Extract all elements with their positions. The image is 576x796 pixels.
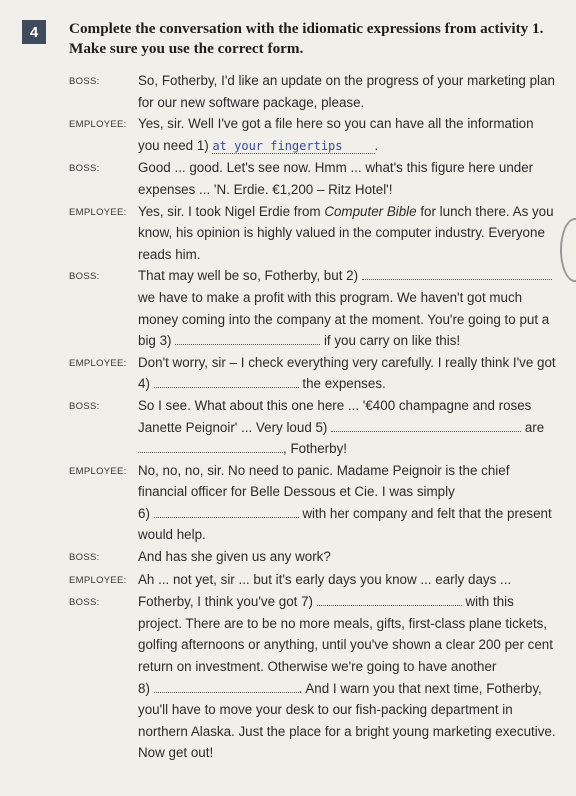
speech-segment: That may well be so, Fotherby, but 2) bbox=[138, 268, 362, 284]
speech-segment: , Fotherby! bbox=[283, 441, 348, 457]
speech-text bbox=[138, 352, 558, 395]
speech-segment: have to make a profit with this program. We haven't got much money coming into the company at the moment. You're going to put a big 3) bbox=[138, 289, 550, 349]
dialogue-turn bbox=[0, 113, 576, 157]
answer-blank-6[interactable] bbox=[154, 503, 299, 518]
dialogue-turn bbox=[0, 352, 576, 395]
speaker-label: BOSS: bbox=[69, 76, 100, 87]
speech-text bbox=[138, 395, 558, 460]
dialogue-turn bbox=[0, 569, 576, 592]
speech-segment: Yes, sir. I took Nigel Erdie from bbox=[138, 203, 325, 219]
speech-segment: Don't worry, sir – I check everything very carefully. I really think I've got 4) bbox=[138, 354, 556, 392]
dialogue-turn bbox=[0, 157, 576, 200]
speech-segment: are bbox=[524, 419, 545, 435]
speech-segment: if you carry on like this! bbox=[320, 333, 461, 349]
speech-segment: 8) bbox=[138, 680, 154, 696]
dialogue-turn bbox=[0, 546, 576, 569]
dialogue-turn bbox=[0, 265, 576, 351]
publication-title: Computer Bible bbox=[324, 203, 417, 219]
speech-segment: . bbox=[374, 137, 379, 153]
answer-blank-4[interactable] bbox=[154, 373, 299, 388]
dialogue bbox=[0, 70, 576, 764]
speech-segment: for lunch there. As you know, his opinion is highly valued in the computer industry. Everyone reads him. bbox=[138, 203, 554, 262]
speech-text: So, Fotherby, I'd like an update on the progress of your marketing plan for our new software package, please. bbox=[138, 73, 555, 110]
speech-segment: Yes, sir. Well I've got a file here so you can have all the information you need 1) bbox=[138, 116, 534, 153]
dialogue-turn bbox=[0, 395, 576, 460]
speech-segment: with her company and felt that the present would help. bbox=[138, 505, 552, 543]
speaker-label: BOSS: bbox=[69, 163, 100, 175]
dialogue-turn bbox=[0, 70, 576, 113]
speech-text: And has she given us any work? bbox=[138, 549, 331, 565]
speaker-label: BOSS: bbox=[69, 597, 100, 609]
speaker-label: BOSS: bbox=[69, 552, 100, 564]
speech-segment: with this project. There are to be no more meals, gifts, first-class plane tickets, golfing afternoons or anything, until you've shown a clear 200 per cent return on investment. Otherwise we're going to have another bbox=[138, 594, 553, 675]
speaker-label: BOSS: bbox=[69, 400, 100, 412]
answer-blank-2[interactable] bbox=[362, 265, 552, 280]
speaker-label: EMPLOYEE: bbox=[69, 574, 127, 586]
exercise-number-badge: 4 bbox=[22, 20, 46, 44]
speech-text bbox=[138, 460, 558, 546]
speaker-label: EMPLOYEE: bbox=[69, 206, 127, 218]
answer-blank-1[interactable]: at your fingertips bbox=[212, 139, 374, 154]
speech-text: Good ... good. Let's see now. Hmm ... what's this figure here under expenses ... 'N. Erdie. €1,200 – Ritz Hotel'! bbox=[138, 160, 534, 197]
speech-text bbox=[138, 591, 558, 764]
speech-segment: . And I warn you that next time, Fotherby, you'll have to move your desk to our fish-packing department in northern Alaska. Just the place for a bright young marketing executive. Now get out! bbox=[138, 680, 556, 761]
answer-blank-3[interactable] bbox=[175, 330, 320, 345]
speech-segment: the expenses. bbox=[298, 376, 386, 392]
speech-segment: we bbox=[138, 289, 156, 305]
speaker-label: EMPLOYEE: bbox=[69, 357, 127, 369]
speech-text bbox=[138, 113, 558, 157]
speech-text: Ah ... not yet, sir ... but it's early days you know ... early days ... bbox=[138, 571, 512, 587]
dialogue-turn bbox=[0, 591, 576, 764]
speech-segment: No, no, no, sir. No need to panic. Madame Peignoir is the chief financial officer for Belle Dessous et Cie. I was simply bbox=[138, 462, 510, 500]
speech-text bbox=[138, 265, 558, 351]
speaker-label: BOSS: bbox=[69, 271, 100, 283]
dialogue-turn bbox=[0, 201, 576, 266]
dialogue-turn bbox=[0, 460, 576, 546]
speech-segment: So I see. What about this one here ... '€400 champagne and roses Janette Peignoir' ... Very loud 5) bbox=[138, 397, 532, 435]
speech-segment: 6) bbox=[138, 505, 154, 521]
answer-blank-7[interactable] bbox=[317, 591, 462, 606]
speaker-label: EMPLOYEE: bbox=[69, 119, 127, 131]
answer-blank-5-continued[interactable] bbox=[138, 438, 283, 453]
speaker-label: EMPLOYEE: bbox=[69, 465, 127, 477]
exercise-instruction: Complete the conversation with the idiomatic expressions from activity 1. Make sure you use the correct form. bbox=[69, 20, 544, 57]
answer-blank-8[interactable] bbox=[154, 678, 299, 693]
answer-blank-5[interactable] bbox=[331, 417, 521, 432]
speech-segment: Fotherby, I think you've got 7) bbox=[138, 594, 317, 610]
speech-text bbox=[138, 201, 558, 266]
